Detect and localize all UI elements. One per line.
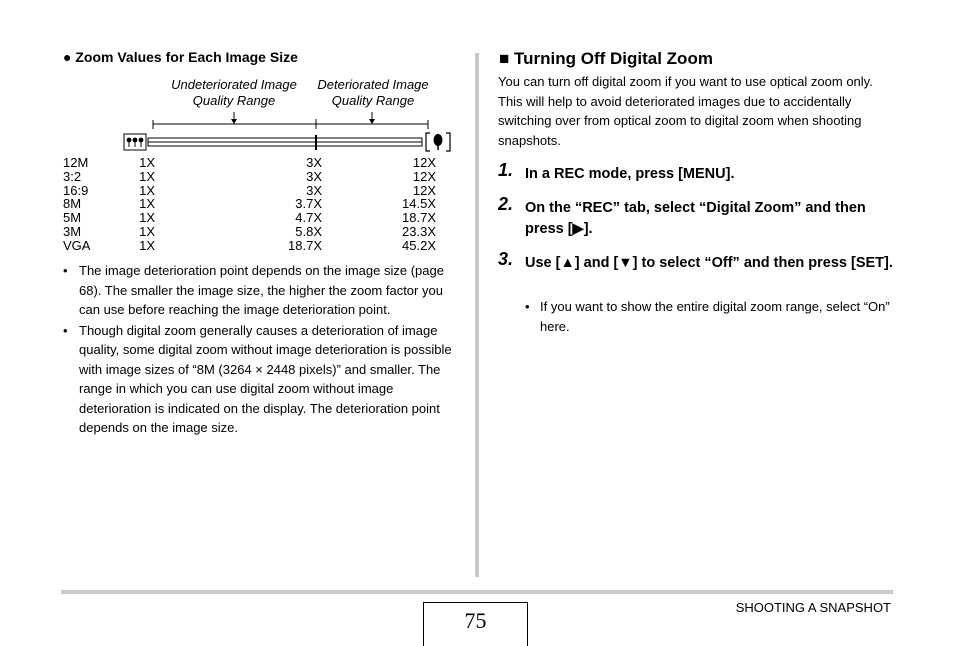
zoom-values-heading: [63, 49, 298, 65]
zoom-notes: [63, 261, 459, 439]
deteriorated-zoom-cell: 12X: [412, 168, 436, 184]
note-text: Though digital zoom generally causes a deterioration of image quality, some digital zoom without image deterioration is possible with image sizes of “8M (3264 × 2448 pixels)” and smaller. The range in which you can use digital zoom without image deterioration is indicated on the display. The deterioration point depends on the image size.: [79, 322, 452, 435]
step-3: [498, 249, 893, 274]
step-number: 2.: [498, 194, 514, 214]
heading-bullet: ●: [63, 49, 72, 65]
table-row: [63, 197, 443, 211]
heading-text: Turning Off Digital Zoom: [514, 49, 713, 68]
image-size-cell: 8M: [63, 196, 82, 212]
optical-zoom-cell: 1X: [139, 223, 155, 239]
note-item: [63, 261, 459, 320]
table-row: [63, 211, 443, 225]
undeteriorated-zoom-cell: 4.7X: [295, 210, 322, 226]
heading-marker: ■: [499, 49, 510, 68]
table-row: [63, 184, 443, 198]
step-number: 1.: [498, 160, 514, 180]
undeteriorated-zoom-cell: 3X: [306, 168, 322, 184]
deteriorated-zoom-cell: 45.2X: [402, 237, 436, 253]
footer-rule: [61, 590, 893, 594]
deteriorated-zoom-cell: 12X: [412, 155, 436, 170]
undeteriorated-zoom-cell: 3.7X: [295, 196, 322, 212]
deteriorated-range-label: Deteriorated Image Quality Range: [317, 77, 429, 108]
image-size-cell: 16:9: [63, 182, 89, 198]
note-item: [63, 321, 459, 438]
table-row: [63, 225, 443, 239]
optical-zoom-cell: 1X: [139, 237, 155, 253]
step-text: Use [▲] and [▼] to select “Off” and then press [SET].: [525, 255, 893, 271]
step-text: In a REC mode, press [MENU].: [525, 166, 735, 182]
step-number: 3.: [498, 249, 514, 269]
bullet: •: [63, 263, 68, 278]
step-2: [498, 194, 893, 240]
footer-section-title: SHOOTING A SNAPSHOT: [735, 600, 891, 615]
image-size-cell: 3M: [63, 223, 82, 239]
image-size-cell: 5M: [63, 210, 82, 226]
deteriorated-zoom-cell: 23.3X: [402, 223, 436, 239]
table-row: [63, 156, 443, 170]
zoom-range-diagram: [110, 108, 460, 156]
table-row: [63, 239, 443, 253]
note-text: The image deterioration point depends on the image size (page 68). The smaller the image size, the higher the zoom factor you can use before reaching the image deterioration point.: [79, 263, 444, 317]
undeteriorated-range-label: Undeteriorated Image Quality Range: [171, 77, 297, 108]
optical-zoom-cell: 1X: [139, 182, 155, 198]
optical-zoom-cell: 1X: [139, 168, 155, 184]
step-text: On the “REC” tab, select “Digital Zoom” and then press [▶].: [525, 200, 866, 237]
undeteriorated-zoom-cell: 18.7X: [288, 237, 322, 253]
bullet: •: [63, 322, 68, 338]
step-3-note: [525, 297, 895, 336]
deteriorated-zoom-cell: 18.7X: [402, 210, 436, 226]
telephoto-tree-icon: [426, 133, 450, 151]
undeteriorated-zoom-cell: 3X: [306, 182, 322, 198]
optical-zoom-cell: 1X: [139, 196, 155, 212]
step-1: [498, 160, 893, 185]
page-number: 75: [423, 602, 528, 646]
bullet: •: [525, 299, 530, 314]
column-divider: [475, 53, 479, 577]
deteriorated-zoom-cell: 12X: [412, 182, 436, 198]
optical-zoom-cell: 1X: [139, 210, 155, 226]
heading-text: Zoom Values for Each Image Size: [75, 49, 298, 65]
table-row: [63, 170, 443, 184]
image-size-cell: 3:2: [63, 168, 82, 184]
image-size-cell: VGA: [63, 237, 91, 253]
optical-zoom-cell: 1X: [139, 155, 155, 170]
undeteriorated-zoom-cell: 3X: [306, 155, 322, 170]
wide-angle-trees-icon: [124, 134, 146, 150]
intro-paragraph: You can turn off digital zoom if you want to use optical zoom only. This will help to avoid deteriorated images due to accidentally switching over from optical zoom to digital zoom when shooting snapshots.: [498, 74, 873, 148]
zoom-values-table: [63, 156, 443, 253]
deteriorated-zoom-cell: 14.5X: [402, 196, 436, 212]
note-text: If you want to show the entire digital zoom range, select “On” here.: [540, 299, 890, 334]
undeteriorated-zoom-cell: 5.8X: [295, 223, 322, 239]
section-heading: [499, 49, 713, 69]
image-size-cell: 12M: [63, 155, 89, 170]
